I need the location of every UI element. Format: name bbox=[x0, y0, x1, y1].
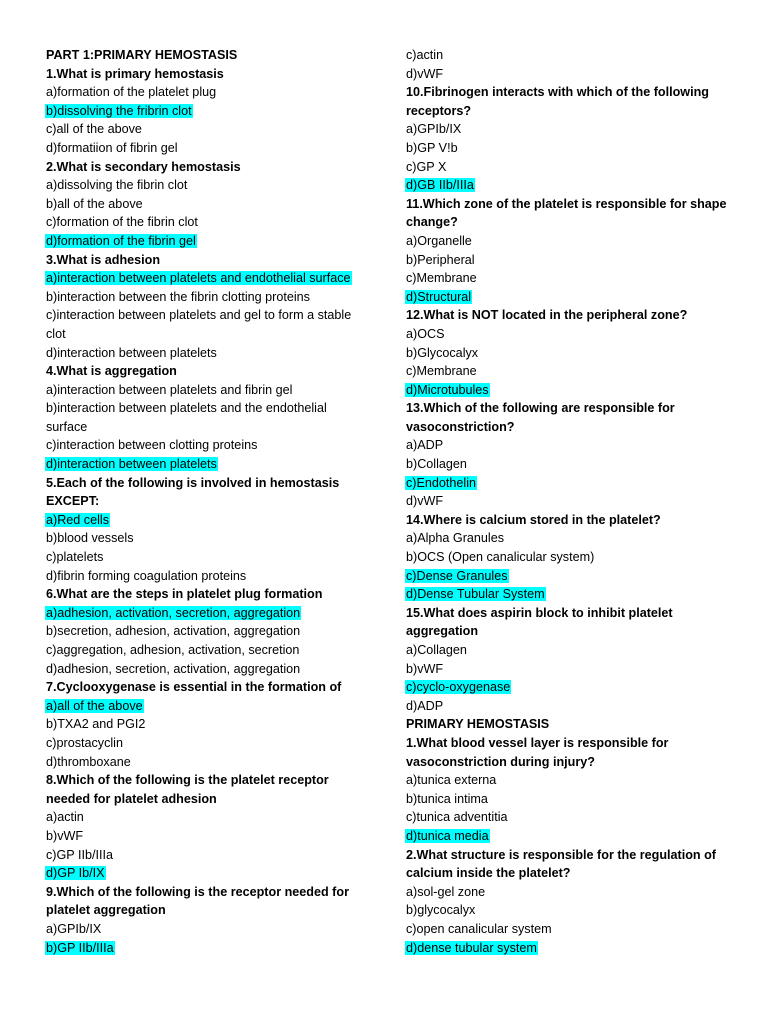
question-line bbox=[405, 102, 745, 121]
left-column bbox=[45, 46, 375, 957]
line-text: c)platelets bbox=[46, 550, 104, 565]
line-text: 3.What is adhesion bbox=[46, 252, 161, 267]
line-text: b)vWF bbox=[406, 661, 444, 676]
answer-option bbox=[45, 306, 375, 325]
answer-option bbox=[45, 753, 375, 772]
answer-option bbox=[45, 604, 375, 623]
answer-option bbox=[405, 288, 745, 307]
line-text: 10.Fibrinogen interacts with which of the following bbox=[406, 85, 709, 100]
line-text: c)prostacyclin bbox=[46, 735, 123, 750]
line-text: 9.Which of the following is the receptor needed for bbox=[46, 884, 349, 899]
answer-option bbox=[405, 790, 745, 809]
answer-option bbox=[405, 251, 745, 270]
highlighted-text: c)Dense Granules bbox=[406, 568, 508, 583]
question-line bbox=[45, 474, 375, 493]
line-text: needed for platelet adhesion bbox=[46, 791, 217, 806]
question-line bbox=[45, 46, 375, 65]
line-text: a)GPIb/IX bbox=[406, 122, 462, 137]
line-text: a)Alpha Granules bbox=[406, 531, 505, 546]
line-text: d)vWF bbox=[406, 66, 444, 81]
answer-option bbox=[45, 939, 375, 958]
line-text: c)interaction between clotting proteins bbox=[46, 438, 258, 453]
line-text: surface bbox=[46, 419, 88, 434]
answer-option bbox=[45, 660, 375, 679]
highlighted-text: c)cyclo-oxygenase bbox=[406, 680, 511, 695]
line-text: 8.Which of the following is the platelet receptor bbox=[46, 773, 329, 788]
line-text: c)interaction between platelets and gel to form a stable bbox=[46, 308, 352, 323]
answer-option bbox=[405, 697, 745, 716]
question-line bbox=[45, 362, 375, 381]
line-text: d)formatiion of fibrin gel bbox=[46, 140, 178, 155]
highlighted-text: d)GP Ib/IX bbox=[46, 866, 105, 881]
line-text: a)dissolving the fibrin clot bbox=[46, 178, 188, 193]
line-text: vasoconstriction during injury? bbox=[406, 754, 595, 769]
line-text: c)Membrane bbox=[406, 271, 477, 286]
answer-option bbox=[405, 678, 745, 697]
answer-option bbox=[45, 436, 375, 455]
line-text: b)vWF bbox=[46, 828, 84, 843]
line-text: 1.What blood vessel layer is responsible for bbox=[406, 735, 669, 750]
question-line bbox=[45, 790, 375, 809]
answer-option bbox=[405, 139, 745, 158]
line-text: calcium inside the platelet? bbox=[406, 866, 571, 881]
answer-option bbox=[45, 455, 375, 474]
question-line bbox=[405, 715, 745, 734]
answer-option bbox=[405, 920, 745, 939]
question-line bbox=[45, 883, 375, 902]
answer-option bbox=[405, 585, 745, 604]
line-text: a)Organelle bbox=[406, 233, 472, 248]
line-text: clot bbox=[46, 326, 66, 341]
line-text: a)actin bbox=[46, 810, 84, 825]
answer-option bbox=[45, 120, 375, 139]
answer-option bbox=[45, 102, 375, 121]
line-text: a)OCS bbox=[406, 326, 445, 341]
line-text: EXCEPT: bbox=[46, 494, 100, 509]
line-text: d)ADP bbox=[406, 698, 444, 713]
answer-option bbox=[45, 232, 375, 251]
line-text: 5.Each of the following is involved in hemostasis bbox=[46, 475, 340, 490]
line-text: aggregation bbox=[406, 624, 479, 639]
answer-option bbox=[45, 715, 375, 734]
highlighted-text: d)GB IIb/IIIa bbox=[406, 178, 474, 193]
right-column bbox=[405, 46, 745, 957]
answer-option bbox=[45, 139, 375, 158]
question-line bbox=[45, 158, 375, 177]
answer-option bbox=[405, 529, 745, 548]
answer-option bbox=[405, 176, 745, 195]
answer-option bbox=[405, 232, 745, 251]
highlighted-text: d)tunica media bbox=[406, 828, 489, 843]
answer-option bbox=[45, 213, 375, 232]
line-text: c)GP IIb/IIIa bbox=[46, 847, 113, 862]
highlighted-text: a)Red cells bbox=[46, 512, 109, 527]
answer-option bbox=[405, 120, 745, 139]
line-text: b)all of the above bbox=[46, 196, 143, 211]
line-text: receptors? bbox=[406, 103, 472, 118]
line-text: b)interaction between the fibrin clotting proteins bbox=[46, 289, 310, 304]
answer-option bbox=[405, 827, 745, 846]
answer-option bbox=[405, 436, 745, 455]
line-text: d)adhesion, secretion, activation, aggregation bbox=[46, 661, 301, 676]
line-text: platelet aggregation bbox=[46, 903, 166, 918]
highlighted-text: a)interaction between platelets and endothelial surface bbox=[46, 271, 351, 286]
line-text: 2.What structure is responsible for the regulation of bbox=[406, 847, 716, 862]
line-text: b)Collagen bbox=[406, 457, 467, 472]
line-text: c)Membrane bbox=[406, 364, 477, 379]
line-text: b)OCS (Open canalicular system) bbox=[406, 550, 595, 565]
line-text: 2.What is secondary hemostasis bbox=[46, 159, 241, 174]
line-text: PRIMARY HEMOSTASIS bbox=[406, 717, 550, 732]
question-line bbox=[405, 399, 745, 418]
answer-option bbox=[405, 65, 745, 84]
highlighted-text: a)adhesion, activation, secretion, aggregation bbox=[46, 605, 301, 620]
answer-option bbox=[405, 808, 745, 827]
answer-option bbox=[405, 362, 745, 381]
question-line bbox=[405, 604, 745, 623]
answer-option bbox=[405, 660, 745, 679]
line-text: a)ADP bbox=[406, 438, 444, 453]
answer-option bbox=[45, 269, 375, 288]
answer-option bbox=[45, 399, 375, 418]
line-text: b)GP V!b bbox=[406, 140, 458, 155]
line-text: c)open canalicular system bbox=[406, 921, 552, 936]
highlighted-text: d)formation of the fibrin gel bbox=[46, 233, 196, 248]
text-line bbox=[45, 325, 375, 344]
question-line bbox=[45, 492, 375, 511]
line-text: b)blood vessels bbox=[46, 531, 134, 546]
question-line bbox=[405, 864, 745, 883]
line-text: PART 1:PRIMARY HEMOSTASIS bbox=[46, 48, 238, 62]
answer-option bbox=[405, 381, 745, 400]
line-text: 15.What does aspirin block to inhibit platelet bbox=[406, 605, 673, 620]
highlighted-text: d)Microtubules bbox=[406, 382, 489, 397]
line-text: a)Collagen bbox=[406, 643, 467, 657]
question-line bbox=[45, 585, 375, 604]
line-text: c)all of the above bbox=[46, 122, 142, 137]
answer-option bbox=[405, 344, 745, 363]
answer-option bbox=[405, 492, 745, 511]
answer-option bbox=[405, 158, 745, 177]
line-text: a)sol-gel zone bbox=[406, 884, 486, 899]
answer-option bbox=[45, 344, 375, 363]
question-line bbox=[405, 753, 745, 772]
answer-option bbox=[45, 381, 375, 400]
highlighted-text: c)Endothelin bbox=[406, 475, 477, 490]
line-text: b)Glycocalyx bbox=[406, 345, 479, 360]
answer-option bbox=[45, 288, 375, 307]
line-text: c)tunica adventitia bbox=[406, 810, 508, 825]
question-line bbox=[405, 734, 745, 753]
answer-option bbox=[45, 641, 375, 660]
line-text: c)actin bbox=[406, 48, 444, 62]
question-line bbox=[405, 846, 745, 865]
text-line bbox=[45, 418, 375, 437]
answer-option bbox=[45, 808, 375, 827]
answer-option bbox=[45, 529, 375, 548]
answer-option bbox=[45, 697, 375, 716]
answer-option bbox=[45, 920, 375, 939]
question-line bbox=[405, 83, 745, 102]
answer-option bbox=[405, 641, 745, 660]
line-text: b)glycocalyx bbox=[406, 903, 476, 918]
answer-option bbox=[45, 548, 375, 567]
answer-option bbox=[45, 83, 375, 102]
line-text: b)secretion, adhesion, activation, aggregation bbox=[46, 624, 301, 639]
question-line bbox=[405, 622, 745, 641]
highlighted-text: b)dissolving the fribrin clot bbox=[46, 103, 192, 118]
line-text: c)aggregation, adhesion, activation, secretion bbox=[46, 643, 300, 657]
line-text: 11.Which zone of the platelet is responsible for shape bbox=[406, 196, 727, 211]
line-text: d)fibrin forming coagulation proteins bbox=[46, 568, 247, 583]
line-text: a)formation of the platelet plug bbox=[46, 85, 217, 100]
highlighted-text: d)Structural bbox=[406, 289, 472, 304]
line-text: d)thromboxane bbox=[46, 754, 131, 769]
question-line bbox=[405, 418, 745, 437]
answer-option bbox=[45, 734, 375, 753]
answer-option bbox=[45, 195, 375, 214]
answer-option bbox=[45, 511, 375, 530]
answer-option bbox=[405, 455, 745, 474]
question-line bbox=[45, 901, 375, 920]
answer-option bbox=[405, 325, 745, 344]
answer-option bbox=[405, 46, 745, 65]
answer-option bbox=[405, 939, 745, 958]
line-text: 1.What is primary hemostasis bbox=[46, 66, 224, 81]
line-text: b)TXA2 and PGI2 bbox=[46, 717, 146, 732]
line-text: a)GPIb/IX bbox=[46, 921, 102, 936]
question-line bbox=[405, 195, 745, 214]
highlighted-text: d)Dense Tubular System bbox=[406, 587, 545, 602]
question-line bbox=[45, 251, 375, 270]
highlighted-text: d)dense tubular system bbox=[406, 940, 537, 955]
line-text: d)vWF bbox=[406, 494, 444, 509]
answer-option bbox=[405, 474, 745, 493]
answer-option bbox=[45, 827, 375, 846]
answer-option bbox=[45, 864, 375, 883]
line-text: a)tunica externa bbox=[406, 773, 497, 788]
line-text: d)interaction between platelets bbox=[46, 345, 217, 360]
line-text: b)tunica intima bbox=[406, 791, 488, 806]
line-text: 4.What is aggregation bbox=[46, 364, 177, 379]
answer-option bbox=[45, 176, 375, 195]
answer-option bbox=[45, 622, 375, 641]
answer-option bbox=[405, 771, 745, 790]
highlighted-text: d)interaction between platelets bbox=[46, 457, 217, 472]
line-text: 13.Which of the following are responsible for bbox=[406, 401, 675, 416]
answer-option bbox=[405, 269, 745, 288]
answer-option bbox=[405, 901, 745, 920]
question-line bbox=[405, 213, 745, 232]
question-line bbox=[45, 771, 375, 790]
highlighted-text: a)all of the above bbox=[46, 698, 143, 713]
answer-option bbox=[405, 567, 745, 586]
highlighted-text: b)GP IIb/IIIa bbox=[46, 940, 114, 955]
question-line bbox=[405, 306, 745, 325]
question-line bbox=[405, 511, 745, 530]
line-text: a)interaction between platelets and fibrin gel bbox=[46, 382, 293, 397]
line-text: c)GP X bbox=[406, 159, 447, 174]
answer-option bbox=[45, 567, 375, 586]
line-text: 14.Where is calcium stored in the platelet? bbox=[406, 512, 661, 527]
line-text: b)interaction between platelets and the endothelial bbox=[46, 401, 327, 416]
line-text: 7.Cyclooxygenase is essential in the formation of bbox=[46, 680, 342, 695]
line-text: b)Peripheral bbox=[406, 252, 475, 267]
answer-option bbox=[45, 846, 375, 865]
question-line bbox=[45, 678, 375, 697]
line-text: change? bbox=[406, 215, 458, 230]
question-line bbox=[45, 65, 375, 84]
line-text: c)formation of the fibrin clot bbox=[46, 215, 198, 230]
line-text: 12.What is NOT located in the peripheral zone? bbox=[406, 308, 688, 323]
answer-option bbox=[405, 883, 745, 902]
line-text: vasoconstriction? bbox=[406, 419, 515, 434]
answer-option bbox=[405, 548, 745, 567]
line-text: 6.What are the steps in platelet plug formation bbox=[46, 587, 323, 602]
